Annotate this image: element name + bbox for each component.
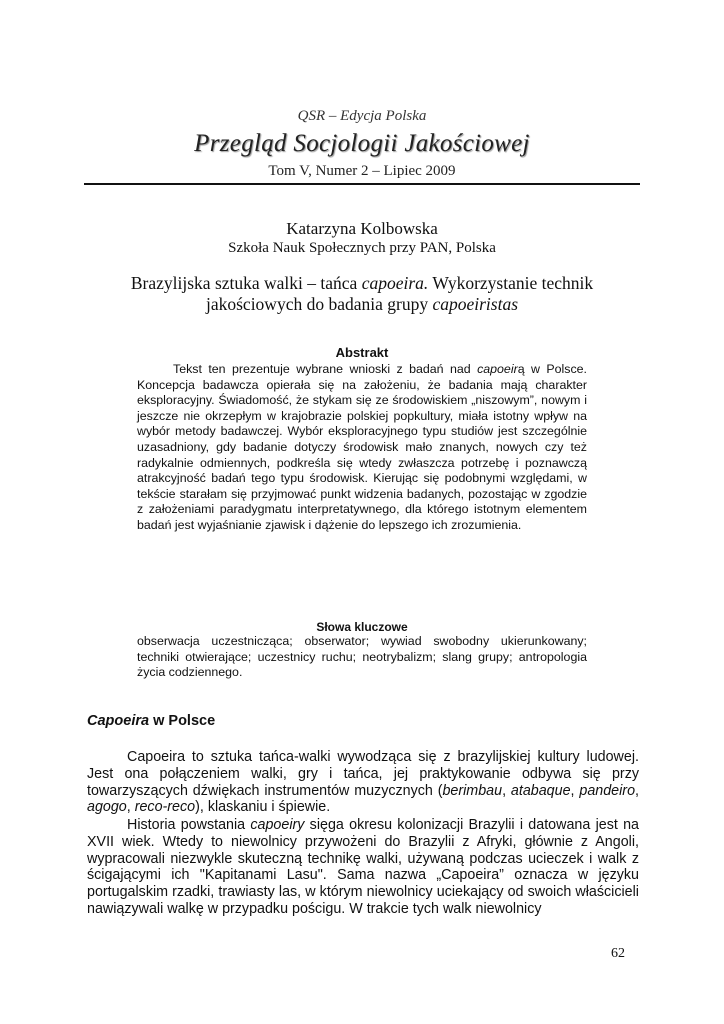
keywords-body: obserwacja uczestnicząca; obserwator; wywiad swobodny ukierunkowany; techniki otwierające; uczestnicy ruchu; neotrybalizm; slang grupy; antropologia życia codziennego. (137, 634, 587, 679)
article-title (110, 273, 614, 315)
keywords-heading: Słowa kluczowe (316, 620, 408, 634)
section-heading-rest: w Polsce (149, 713, 216, 729)
p1-d: , (635, 782, 640, 799)
title-part1-italic: capoeira. (361, 273, 429, 293)
abstract-body (137, 362, 587, 534)
paragraph-1 (87, 749, 639, 816)
p1-b: , (502, 782, 511, 799)
p1-i5: reco-reco (134, 799, 196, 816)
p2-b: sięga okresu kolonizacji Brazylii i datowana jest na XVII wiek. Wtedy to niewolnicy przywożeni do Brazylii z Afryki, głównie z Angoli, wypracowali niezwykle skuteczną technikę walki, używaną podczas ucieczek i walk z ścigającymi ich "Kapitanami Lasu". Sama nazwa „Capoeira” oznacza w języku portugalskim rzadki, trawiasty las, w którym niewolnicy uciekający od swoich właścicieli nawiązywali walkę w przypadku pościgu. W trakcie tych walk niewolnicy (87, 817, 639, 917)
p2-i1: capoeiry (250, 817, 305, 833)
abstract-heading: Abstrakt (335, 345, 389, 360)
p1-c: , (570, 782, 580, 799)
title-part2: Wykorzystanie technik jakościowych do badania grupy (205, 273, 594, 314)
issue-info: Tom V, Numer 2 – Lipiec 2009 (268, 163, 456, 179)
title-part1: Brazylijska sztuka walki – tańca (130, 273, 362, 293)
abstract-text-before: Tekst ten prezentuje wybrane wnioski z badań nad (173, 362, 478, 376)
p2-a: Historia powstania (127, 817, 251, 833)
journal-subtitle: QSR – Edycja Polska (297, 108, 427, 124)
journal-title: Przegląd Socjologii Jakościowej (194, 130, 530, 157)
header-rule (84, 183, 640, 185)
p1-f: ), klaskaniu i śpiewie. (195, 799, 331, 816)
p1-a: Capoeira to sztuka tańca-walki wywodząca się z brazylijskiej kultury ludowej. Jest ona połączeniem walki, gry i tańca, jej praktykowanie odbywa się przy towarzyszących dźwiękach instrumentów muzycznych ( (87, 749, 639, 799)
paragraph-2 (87, 817, 639, 918)
page-number: 62 (611, 946, 625, 961)
abstract-text-after: ą w Polsce. Koncepcja badawcza opierała się na założeniu, że badania mają charakter eksploracyjny. Świadomość, że stykam się ze środowiskiem „niszowym”, nowym i jeszcze nie okrzepłym w krajobrazie polskiej popkultury, miała istotny wpływ na wybór metody badawczej. Wybór eksploracyjnego typu studiów jest szczególnie uzasadniony, gdy badanie dotyczy środowisk mało znanych, nowych czy też radykalnie odmiennych, podkreśla się wtedy zwłaszcza potrzebę i poznawczą atrakcyjność badań tego typu środowisk. Kierując się podobnymi względami, w tekście starałam się przyjmować punkt widzenia badanych, pozostając w zgodzie z założeniami paradygmatu interpretatywnego, dla którego istotnym elementem badań jest wyjaśnianie zjawisk i dążenie do lepszego ich zrozumienia. (137, 362, 587, 532)
p1-i2: atabaque (510, 782, 571, 799)
section-heading-italic: Capoeira (87, 713, 150, 729)
title-part2-italic: capoeiristas (432, 294, 519, 314)
abstract-text-italic: capoeir (477, 362, 518, 376)
p1-i1: berimbau (442, 782, 503, 799)
p1-i3: pandeiro (579, 782, 636, 799)
p1-e: , (126, 799, 135, 816)
author-name: Katarzyna Kolbowska (286, 219, 438, 238)
author-affiliation: Szkoła Nauk Społecznych przy PAN, Polska (228, 240, 496, 256)
section-heading (87, 713, 215, 729)
p1-i4: agogo (87, 799, 127, 816)
